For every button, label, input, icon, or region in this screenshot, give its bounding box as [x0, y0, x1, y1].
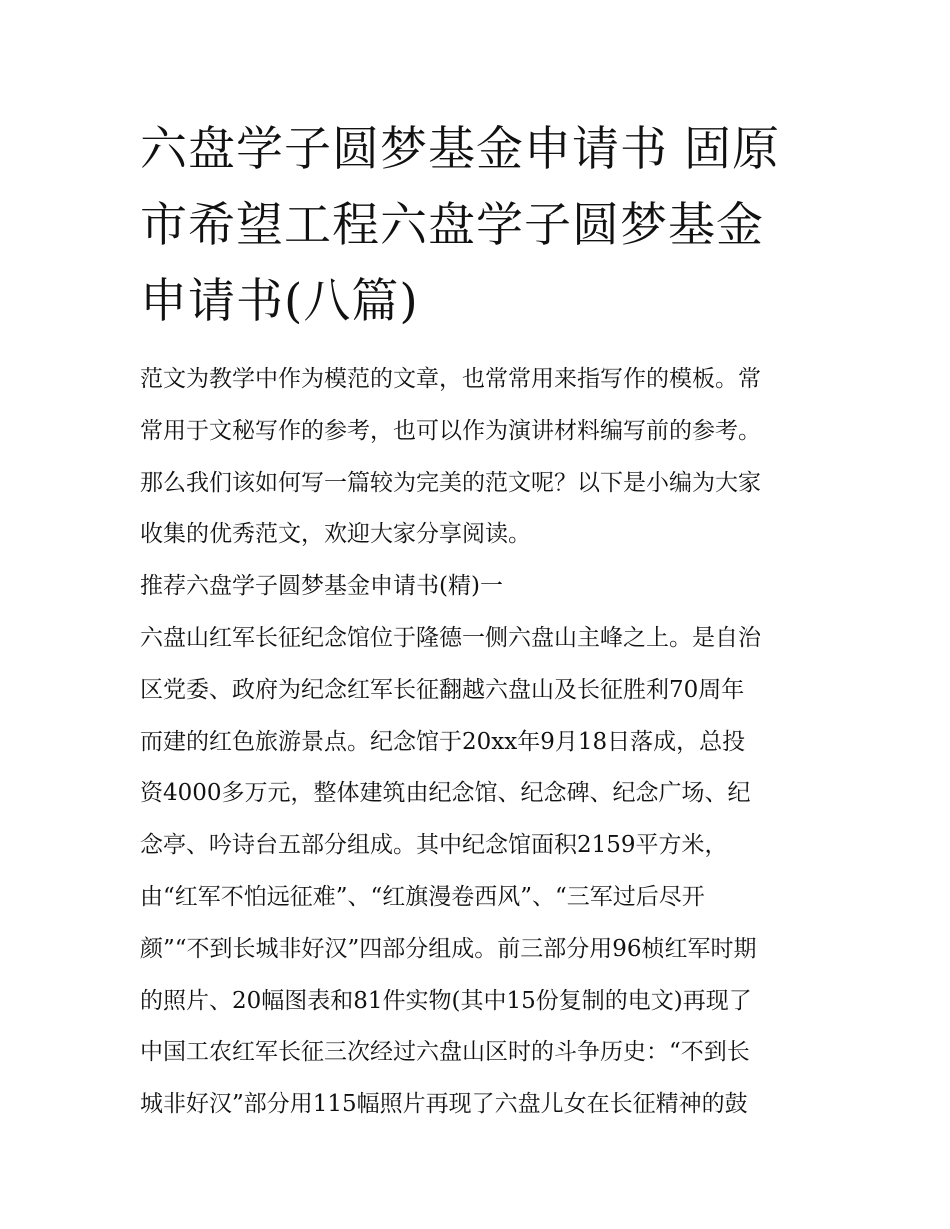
section-line: 城非好汉”部分用115幅照片再现了六盘儿女在长征精神的鼓: [140, 1091, 748, 1118]
section-line: 资4000多万元，整体建筑由纪念馆、纪念碑、纪念广场、纪: [140, 780, 751, 807]
title-line: 申请书(八篇): [140, 274, 419, 329]
section-line: 六盘山红军长征纪念馆位于隆德一侧六盘山主峰之上。是自治: [140, 624, 761, 651]
section-heading: 推荐六盘学子圆梦基金申请书(精)一: [140, 573, 503, 600]
title-line: 六盘学子圆梦基金申请书 固原: [140, 122, 780, 177]
section-line: 中国工农红军长征三次经过六盘山区时的斗争历史：“不到长: [140, 1039, 750, 1066]
document-body: [140, 354, 830, 1131]
section-line: 由“红军不怕远征难”、“红旗漫卷西风”、“三军过后尽开: [140, 883, 705, 910]
section-line: 念亭、吟诗台五部分组成。其中纪念馆面积2159平方米，: [140, 832, 728, 859]
section-line: 颜”“不到长城非好汉”四部分组成。前三部分用96桢红军时期: [140, 935, 757, 962]
section-paragraph: [140, 613, 830, 1131]
section-line: 的照片、20幅图表和81件实物(其中15份复制的电文)再现了: [140, 987, 752, 1014]
intro-line: 常用于文秘写作的参考，也可以作为演讲材料编写前的参考。: [140, 417, 761, 444]
section-line: 区党委、政府为纪念红军长征翻越六盘山及长征胜利70周年: [140, 676, 745, 703]
intro-line: 收集的优秀范文，欢迎大家分享阅读。: [140, 521, 531, 548]
document-title: [140, 112, 830, 340]
intro-line: 那么我们该如何写一篇较为完美的范文呢？以下是小编为大家: [140, 469, 761, 496]
section-line: 而建的红色旅游景点。纪念馆于20xx年9月18日落成，总投: [140, 728, 746, 755]
intro-line: 范文为教学中作为模范的文章，也常常用来指写作的模板。常: [140, 366, 761, 392]
intro-paragraph: [140, 354, 830, 561]
title-line: 市希望工程六盘学子圆梦基金: [140, 198, 764, 253]
